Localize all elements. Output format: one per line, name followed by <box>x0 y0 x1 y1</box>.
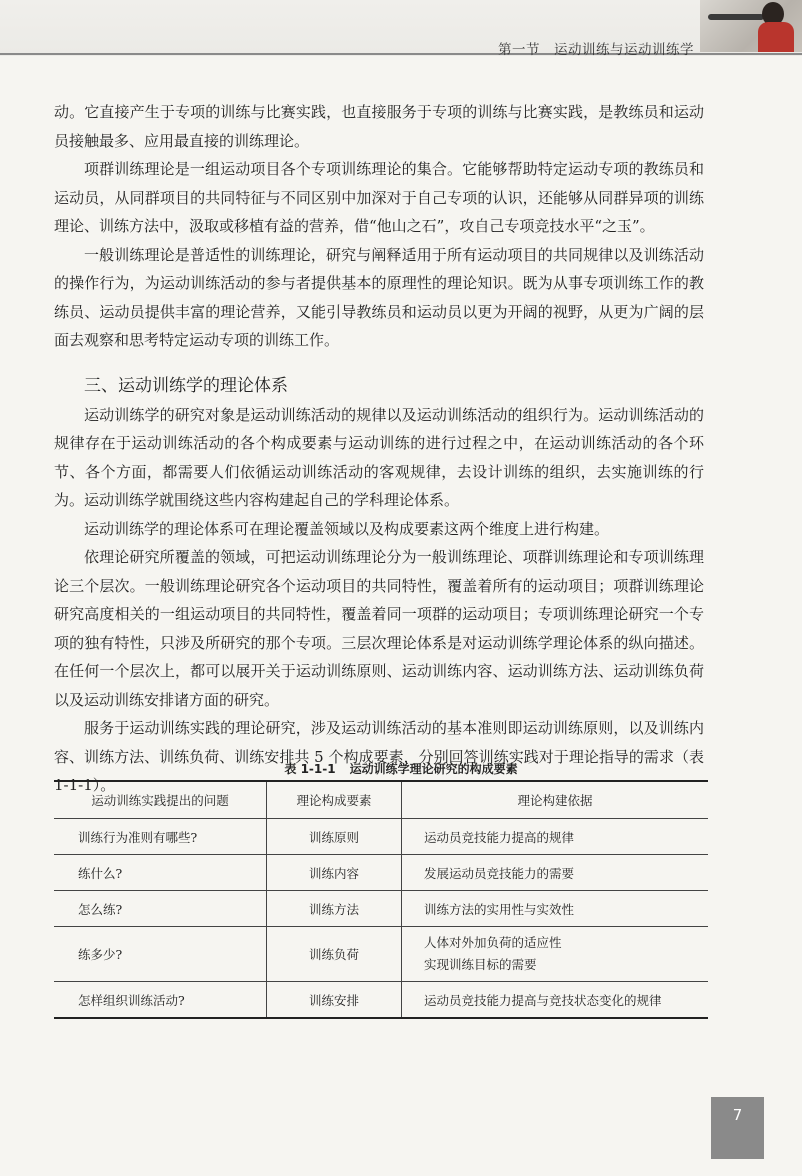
table-row <box>54 982 708 1019</box>
basis-cell <box>402 927 709 982</box>
basis-cell: 运动员竞技能力提高的规律 <box>402 819 709 855</box>
question-cell: 怎样组织训练活动? <box>54 982 267 1019</box>
table-row <box>54 891 708 927</box>
paragraph: 运动训练学的研究对象是运动训练活动的规律以及运动训练活动的组织行为。运动训练活动的规律存在于运动训练活动的各个构成要素与运动训练的进行过程之中，在运动训练活动的各个环节、各个方面，都需要人们依循运动训练活动的客观规律，去设计训练的组织，去实施训练的行为。运动训练学就围绕这些内容构建起自己的学科理论体系。 <box>54 405 704 509</box>
paragraph: 运动训练学的理论体系可在理论覆盖领域以及构成要素这两个维度上进行构建。 <box>84 519 610 538</box>
paragraph: 动。它直接产生于专项的训练与比赛实践，也直接服务于专项的训练与比赛实践，是教练员和运动员接触最多、应用最直接的训练理论。 <box>54 103 704 150</box>
paragraph: 服务于运动训练实践的理论研究，涉及运动训练活动的基本准则即运动训练原则，以及训练内容、训练方法、训练负荷、训练安排共 5 个构成要素，分别回答训练实践对于理论指导的需求（表 1-1-1）。 <box>54 719 704 794</box>
table-header-row <box>54 781 708 819</box>
element-cell: 训练负荷 <box>267 927 402 982</box>
basis-cell: 训练方法的实用性与实效性 <box>402 891 709 927</box>
header-section-label: 第一节 <box>498 42 540 58</box>
table-number: 表 1-1-1 <box>284 762 336 776</box>
header-shooter-photo <box>700 0 802 52</box>
table-title: 运动训练学理论研究的构成要素 <box>349 762 518 776</box>
column-header: 理论构建依据 <box>402 781 709 819</box>
basis-line: 实现训练目标的需要 <box>424 957 537 972</box>
shooter-body-shape <box>758 22 794 52</box>
running-header-title <box>498 38 694 58</box>
body-text <box>54 98 704 800</box>
basis-line: 人体对外加负荷的适应性 <box>424 935 562 950</box>
page-number: 7 <box>711 1097 764 1159</box>
table-caption <box>0 760 802 777</box>
header-chapter-title: 运动训练与运动训练学 <box>554 42 694 58</box>
question-cell: 练什么? <box>54 855 267 891</box>
column-header: 理论构成要素 <box>267 781 402 819</box>
paragraph: 一般训练理论是普适性的训练理论，研究与阐释适用于所有运动项目的共同规律以及训练活动的操作行为，为运动训练活动的参与者提供基本的原理性的理论知识。既为从事专项训练工作的教练员、运动员提供丰富的理论营养，又能引导教练员和运动员以更为开阔的视野，从更为广阔的层面去观察和思考特定运动专项的训练工作。 <box>54 245 704 349</box>
element-cell: 训练安排 <box>267 982 402 1019</box>
element-cell: 训练原则 <box>267 819 402 855</box>
column-header: 运动训练实践提出的问题 <box>54 781 267 819</box>
paragraph: 依理论研究所覆盖的领域，可把运动训练理论分为一般训练理论、项群训练理论和专项训练理论三个层次。一般训练理论研究各个运动项目的共同特性，覆盖着所有的运动项目；项群训练理论研究高度相关的一组运动项目的共同特性，覆盖着同一项群的运动项目；专项训练理论研究一个专项的独有特性，只涉及所研究的那个专项。三层次理论体系是对运动训练学理论体系的纵向描述。在任何一个层次上，都可以展开关于运动训练原则、运动训练内容、运动训练方法、运动训练负荷以及运动训练安排诸方面的研究。 <box>54 548 704 709</box>
table-row <box>54 819 708 855</box>
element-cell: 训练方法 <box>267 891 402 927</box>
table-row <box>54 927 708 982</box>
requirements-table <box>54 780 708 1019</box>
question-cell: 练多少? <box>54 927 267 982</box>
table-row <box>54 855 708 891</box>
question-cell: 怎么练? <box>54 891 267 927</box>
pistol-arm-shape <box>708 14 764 20</box>
basis-cell: 发展运动员竞技能力的需要 <box>402 855 709 891</box>
element-cell: 训练内容 <box>267 855 402 891</box>
basis-cell: 运动员竞技能力提高与竞技状态变化的规律 <box>402 982 709 1019</box>
question-cell: 训练行为准则有哪些? <box>54 819 267 855</box>
paragraph: 项群训练理论是一组运动项目各个专项训练理论的集合。它能够帮助特定运动专项的教练员和运动员，从同群项目的共同特征与不同区别中加深对于自己专项的认识，还能够从同群异项的训练理论、训练方法中，汲取或移植有益的营养，借“他山之石”，攻自己专项竞技水平“之玉”。 <box>54 160 704 235</box>
section-heading: 三、运动训练学的理论体系 <box>84 375 288 396</box>
